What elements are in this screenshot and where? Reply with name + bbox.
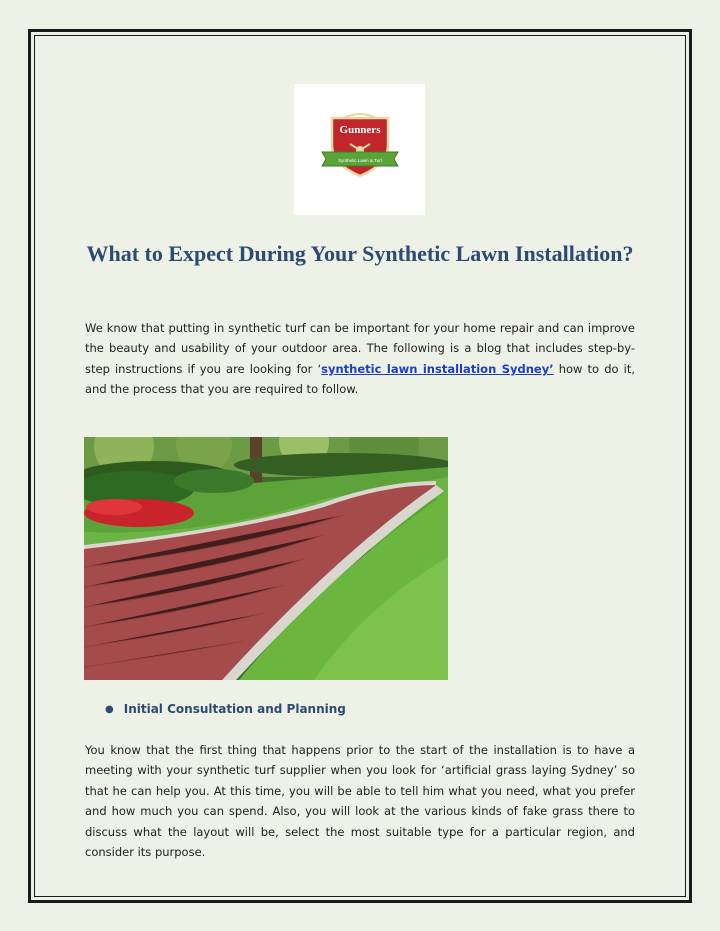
intro-paragraph xyxy=(85,318,635,400)
logo-ribbon-text: Synthetic Lawn & Turf xyxy=(338,158,382,163)
bullet-heading xyxy=(105,702,346,716)
gunners-logo xyxy=(294,84,425,215)
garden-path-photo xyxy=(84,437,448,680)
intro-text-before-link: We know that putting in synthetic turf can be important for your home repair and can improve the beauty and usability of your outdoor area. The following is a blog that includes step-by-step instructions if you are looking for ‘ xyxy=(85,321,635,376)
intro-text-after-link: how to do it, and the process that you are required to follow. xyxy=(85,361,636,397)
logo-container xyxy=(294,84,425,215)
bullet-dot-icon: ● xyxy=(105,704,114,715)
consultation-paragraph: You know that the first thing that happens prior to the start of the installation is to have a meeting with your synthetic turf supplier when you look for ‘artificial grass laying Sydney’ so that he can help you. At this time, you will be able to tell him what you need, what you prefer and how much you can spend. Also, you will look at the various kinds of fake grass there to discuss what the layout will be, select the most suitable type for a particular region, and consider its purpose. xyxy=(85,743,635,860)
page-title: What to Expect During Your Synthetic Lawn Installation? xyxy=(86,241,634,266)
bullet-heading-text: Initial Consultation and Planning xyxy=(123,702,346,716)
synthetic-lawn-link[interactable]: synthetic lawn installation Sydney’ xyxy=(321,361,554,376)
logo-text: Gunners xyxy=(339,124,381,136)
